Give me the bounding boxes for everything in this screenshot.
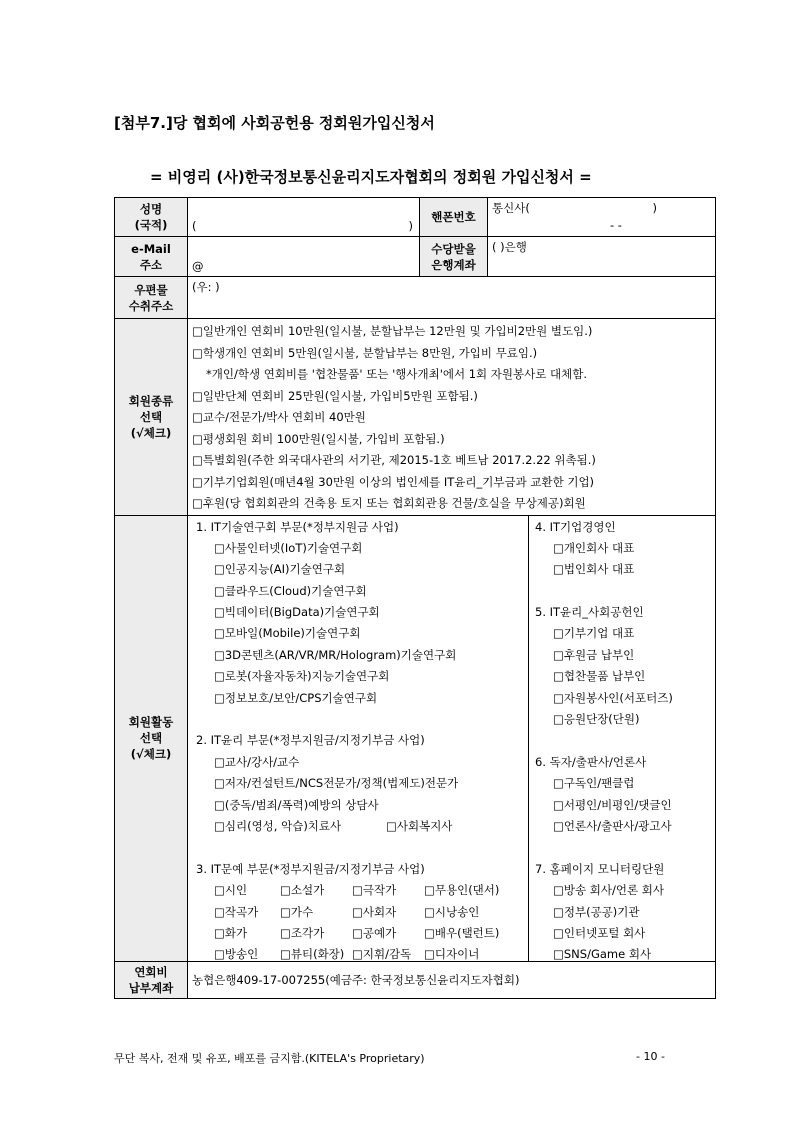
- activity-option[interactable]: □시낭송인: [424, 904, 480, 919]
- email-field[interactable]: @: [188, 237, 420, 277]
- arts-grid-row: [196, 902, 528, 923]
- name-field[interactable]: ( ): [188, 198, 420, 237]
- activity-options: [188, 515, 716, 961]
- activity-option[interactable]: □방송인: [214, 947, 259, 961]
- arts-grid-row: [196, 880, 528, 901]
- activity-option[interactable]: □사회자: [352, 904, 397, 919]
- arts-grid-row: [196, 923, 528, 944]
- activity-option[interactable]: □구독인/팬클럽: [553, 776, 635, 791]
- activity-option[interactable]: □기부기업 대표: [553, 626, 635, 641]
- member-option-sponsor[interactable]: □후원(당 협회회관의 건축용 토지 또는 협회회관용 건물/호실을 무상제공)회원: [192, 496, 586, 510]
- activity-option[interactable]: □언론사/출판사/광고사: [553, 818, 672, 833]
- form-title: = 비영리 (사)한국정보통신윤리지도자협회의 정회원 가입신청서 =: [150, 168, 592, 186]
- activity-left-column: [188, 516, 529, 961]
- activity-option[interactable]: □시인: [214, 883, 248, 898]
- member-option-professor[interactable]: □교수/전문가/박사 연회비 40만원: [192, 410, 366, 424]
- activity-option[interactable]: □사회복지사: [386, 818, 453, 833]
- activity-option[interactable]: □저자/컨설턴트/NCS전문가/정책(법제도)전문가: [214, 776, 459, 791]
- member-option-note: *개인/학생 연회비를 '협찬물품' 또는 '행사개최'에서 1회 자원봉사로 대체함.: [206, 367, 587, 381]
- activity-option[interactable]: □작곡가: [214, 904, 259, 919]
- activity-option[interactable]: □심리(영성, 악습)치료사: [214, 818, 342, 833]
- activity-option[interactable]: □SNS/Game 회사: [553, 947, 652, 961]
- application-form-table: [114, 197, 716, 999]
- activity-option[interactable]: □뷰티(화장): [280, 947, 345, 961]
- bank-receive-label: 수당받을 은행계좌: [420, 237, 488, 277]
- activity-option[interactable]: □3D콘텐츠(AR/VR/MR/Hologram)기술연구회: [214, 647, 457, 662]
- activity-option[interactable]: □가수: [280, 904, 314, 919]
- activity-label: 회원활동 선택 (√체크): [115, 515, 188, 961]
- member-option-lifetime[interactable]: □평생회원 회비 100만원(일시불, 가입비 포함됨.): [192, 431, 445, 446]
- section-monitoring-title: 7. 홈페이지 모니터링단원: [535, 861, 665, 876]
- activity-option[interactable]: □로봇(자율자동차)지능기술연구회: [214, 669, 390, 684]
- email-row: [115, 237, 716, 277]
- footer-copyright: 무단 복사, 전재 및 유포, 배포를 금지함.(KITELA's Proprietary): [114, 1052, 425, 1065]
- activity-right-column: [529, 516, 710, 961]
- activity-option[interactable]: □법인회사 대표: [553, 562, 635, 577]
- fee-account-row: [115, 961, 716, 998]
- arts-grid-row: [196, 944, 528, 961]
- activity-option[interactable]: □소설가: [280, 883, 325, 898]
- mail-address-row: [115, 277, 716, 319]
- section-it-tech-title: 1. IT기술연구회 부문(*정부지원금 사업): [196, 519, 399, 534]
- activity-row: [115, 515, 716, 961]
- section-it-arts-title: 3. IT문예 부문(*정부지원금/지정기부금 사업): [196, 861, 425, 876]
- activity-option[interactable]: □방송 회사/언론 회사: [553, 883, 664, 898]
- activity-option[interactable]: □개인회사 대표: [553, 540, 635, 555]
- activity-option[interactable]: □모바일(Mobile)기술연구회: [214, 626, 361, 641]
- activity-option[interactable]: □서평인/비평인/댓글인: [553, 797, 672, 812]
- fee-account-label: 연회비 납부계좌: [115, 961, 188, 998]
- activity-option[interactable]: □정부(공공)기관: [553, 904, 640, 919]
- activity-option[interactable]: □사물인터넷(IoT)기술연구회: [214, 540, 363, 555]
- activity-option[interactable]: □인공지능(AI)기술연구회: [214, 562, 346, 577]
- section-it-business-title: 4. IT기업경영인: [535, 519, 616, 534]
- activity-option[interactable]: □조각가: [280, 925, 325, 940]
- activity-option[interactable]: □배우(탤런트): [424, 925, 500, 940]
- activity-option[interactable]: □응원단장(단원): [553, 712, 640, 727]
- activity-option[interactable]: □협찬물품 납부인: [553, 669, 646, 684]
- page-number: - 10 -: [636, 1050, 665, 1063]
- section-readers-title: 6. 독자/출판사/언론사: [535, 754, 647, 769]
- section-it-ethics-title: 2. IT윤리 부문(*정부지원금/지정기부금 사업): [196, 733, 425, 748]
- member-type-options: [188, 319, 716, 516]
- name-row: [115, 198, 716, 237]
- member-type-row: [115, 319, 716, 516]
- activity-option[interactable]: □정보보호/보안/CPS기술연구회: [214, 690, 378, 705]
- member-option-donor-company[interactable]: □기부기업회원(매년4월 30만원 이상의 법인세를 IT윤리_기부금과 교환한 기업): [192, 474, 595, 489]
- activity-option[interactable]: □(중독/범죄/폭력)예방의 상담사: [214, 797, 379, 812]
- email-label: e-Mail 주소: [115, 237, 188, 277]
- mail-address-field[interactable]: (우: ): [188, 277, 716, 319]
- member-option-group[interactable]: □일반단체 연회비 25만원(일시불, 가입비5만원 포함됨.): [192, 388, 478, 403]
- activity-option[interactable]: □후원금 납부인: [553, 647, 635, 662]
- activity-option[interactable]: □자원봉사인(서포터즈): [553, 690, 673, 705]
- activity-option[interactable]: □인터넷포털 회사: [553, 925, 646, 940]
- phone-label: 핸폰번호: [420, 198, 488, 237]
- activity-option[interactable]: □디자이너: [424, 947, 480, 961]
- activity-option[interactable]: □빅데이터(BigData)기술연구회: [214, 605, 380, 620]
- bank-receive-field[interactable]: ( )은행: [488, 237, 716, 277]
- member-option-general[interactable]: □일반개인 연회비 10만원(일시불, 분할납부는 12만원 및 가입비2만원 별도임.): [192, 324, 593, 338]
- activity-option[interactable]: □교사/강사/교수: [214, 754, 300, 769]
- activity-option[interactable]: □지휘/감독: [352, 947, 412, 961]
- activity-option[interactable]: □화가: [214, 925, 248, 940]
- activity-option[interactable]: □극작가: [352, 883, 397, 898]
- section-social-contribution-title: 5. IT윤리_사회공헌인: [535, 605, 644, 620]
- document-heading: [첨부7.]당 협회에 사회공헌용 정회원가입신청서: [114, 114, 435, 132]
- name-label: 성명 (국적): [115, 198, 188, 237]
- phone-field[interactable]: 통신사( ) - -: [488, 198, 716, 237]
- member-option-student[interactable]: □학생개인 연회비 5만원(일시불, 분할납부는 8만원, 가입비 무료임.): [192, 345, 538, 360]
- activity-option[interactable]: □무용인(댄서): [424, 883, 500, 898]
- activity-option[interactable]: □클라우드(Cloud)기술연구회: [214, 583, 367, 598]
- member-type-label: 회원종류 선택 (√체크): [115, 319, 188, 516]
- member-option-special[interactable]: □특별회원(주한 외국대사관의 서기관, 제2015-1호 베트남 2017.2.22 위촉됨.): [192, 453, 596, 467]
- mail-address-label: 우편물 수취주소: [115, 277, 188, 319]
- fee-account-value: 농협은행409-17-007255(예금주: 한국정보통신윤리지도자협회): [188, 961, 716, 998]
- activity-option[interactable]: □공예가: [352, 925, 397, 940]
